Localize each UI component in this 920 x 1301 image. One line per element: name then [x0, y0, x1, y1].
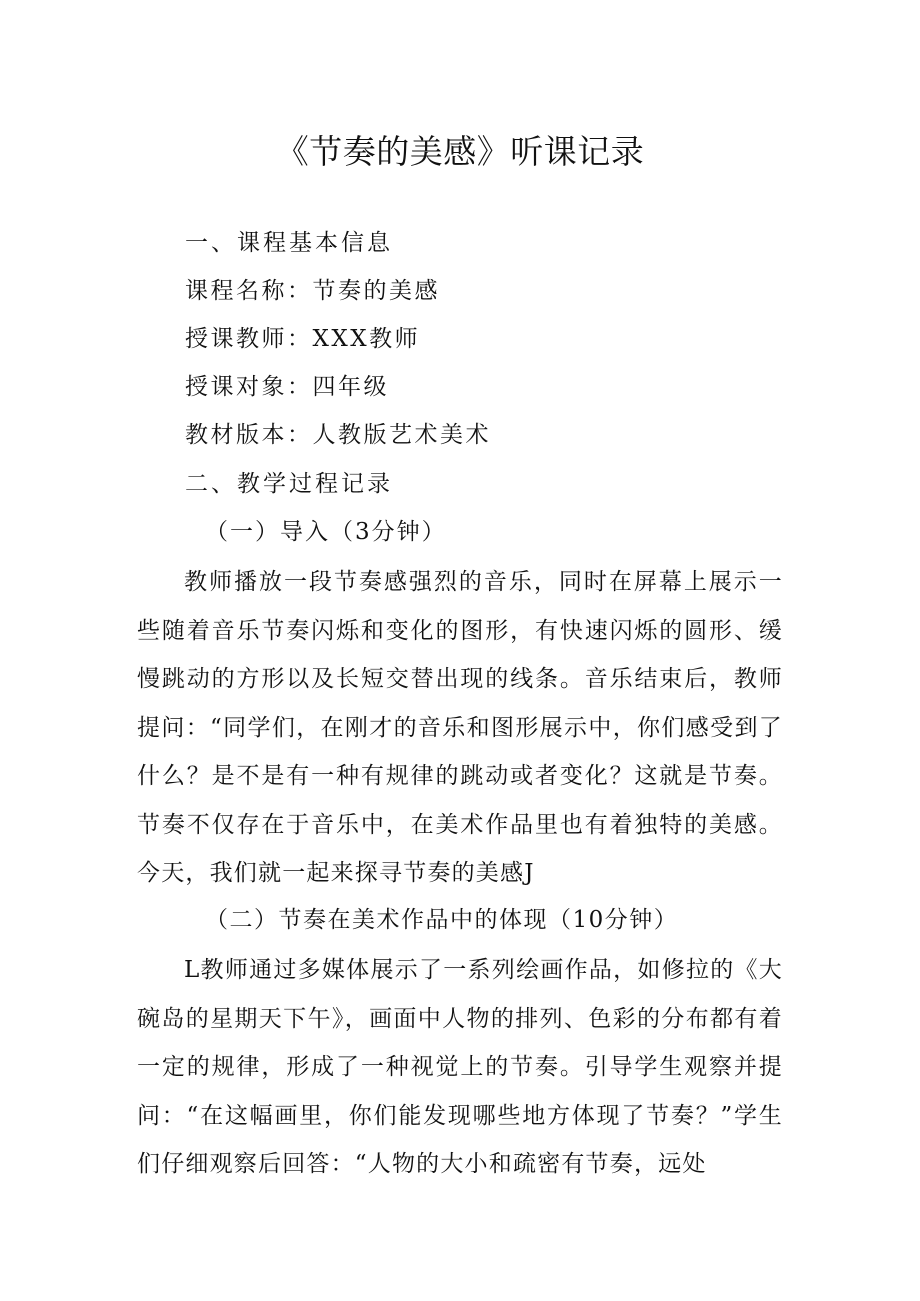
course-name-line: 课程名称：节奏的美感 [185, 278, 440, 304]
paragraph-artworks: L教师通过多媒体展示了一系列绘画作品，如修拉的《大碗岛的星期天下午》，画面中人物的排列、色彩的分布都有着一定的规律，形成了一种视觉上的节奏。引导学生观察并提问：“在这幅画里，你们能发现哪些地方体现了节奏？”学生们仔细观察后回答：“人物的大小和疏密有节奏，远处 [137, 957, 783, 1177]
subsection-heading-artworks: （二）节奏在美术作品中的体现（10分钟） [205, 907, 679, 933]
subsection-heading-intro: （一）导入（3分钟） [205, 519, 447, 545]
teacher-line: 授课教师：XXX教师 [185, 326, 421, 352]
paragraph-intro: 教师播放一段节奏感强烈的音乐，同时在屏幕上展示一些随着音乐节奏闪烁和变化的图形，有快速闪烁的圆形、缓慢跳动的方形以及长短交替出现的线条。音乐结束后，教师提问：“同学们，在刚才的音乐和图形展示中，你们感受到了什么？是不是有一种有规律的跳动或者变化？这就是节奏。节奏不仅存在于音乐中，在美术作品里也有着独特的美感。今天，我们就一起来探寻节奏的美感J [137, 569, 783, 886]
section-heading-basic-info: 一、课程基本信息 [185, 230, 393, 256]
document-title: 《节奏的美感》听课记录 [275, 132, 645, 171]
section-heading-process: 二、教学过程记录 [185, 471, 393, 497]
audience-line: 授课对象：四年级 [185, 374, 389, 400]
textbook-line: 教材版本：人教版艺术美术 [185, 422, 491, 448]
